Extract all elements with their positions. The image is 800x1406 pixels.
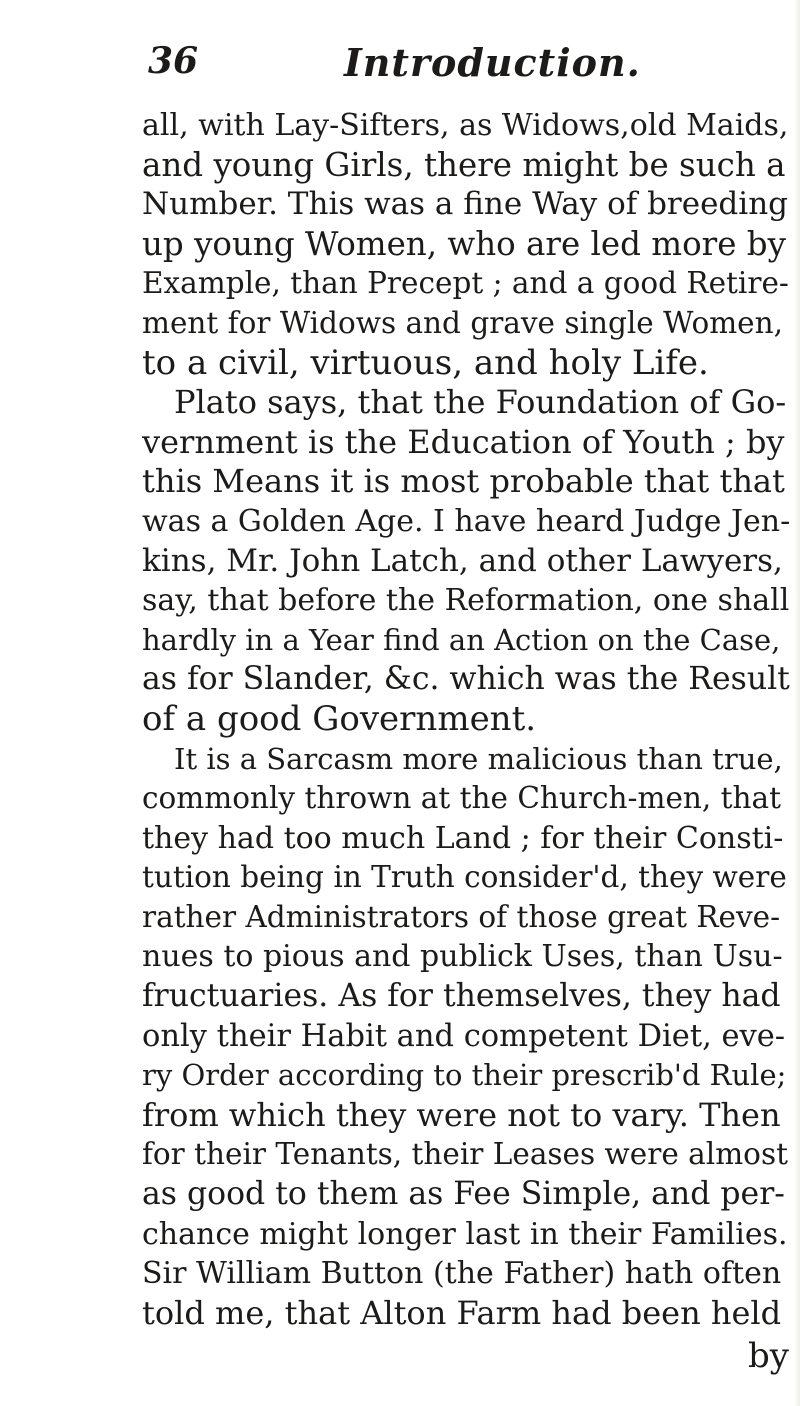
body-text: [142, 106, 790, 1333]
text-line: vernment is the Education of Youth ; by: [142, 422, 785, 461]
text-line: fructuaries. As for themselves, they had: [142, 978, 781, 1015]
page-number: 36: [148, 40, 199, 82]
text-line: of a good Government.: [142, 699, 537, 739]
text-line: up young Women, who are led more by: [142, 224, 786, 263]
text-line: and young Girls, there might be such a: [142, 145, 786, 184]
text-line: all, with Lay-Sifters, as Widows,old Maids,: [142, 108, 789, 143]
text-line: ment for Widows and grave single Women,: [142, 305, 784, 340]
text-line: was a Golden Age. I have heard Judge Jen-: [142, 503, 790, 539]
text-line: Number. This was a fine Way of breeding: [142, 186, 789, 223]
text-line: Example, than Precept ; and a good Retire-: [142, 266, 789, 301]
text-line: this Means it is most probable that that: [142, 462, 785, 501]
text-line: commonly thrown at the Church-men, that: [142, 781, 781, 816]
text-line: from which they were not to vary. Then: [142, 1095, 781, 1134]
text-line: only their Habit and competent Diet, eve-: [142, 1018, 786, 1054]
catchword: by: [748, 1336, 789, 1376]
text-line: for their Tenants, their Leases were almost: [142, 1137, 788, 1172]
text-line: kins, Mr. John Latch, and other Lawyers,: [142, 542, 783, 579]
text-line: rather Administrators of those great Reve-: [142, 899, 781, 934]
text-line: Sir William Button (the Father) hath often: [142, 1256, 782, 1292]
text-line: ry Order according to their prescrib'd Rule;: [142, 1058, 787, 1093]
text-line: as for Slander, &c. which was the Result: [142, 661, 790, 698]
page-edge: [794, 0, 800, 1406]
running-head: Introduction.: [344, 40, 641, 85]
text-line: to a civil, virtuous, and holy Life.: [142, 343, 709, 383]
text-line: they had too much Land ; for their Consti-: [142, 820, 784, 856]
paragraph-start-line: It is a Sarcasm more malicious than true,: [174, 741, 783, 776]
text-line: told me, that Alton Farm had been held: [142, 1293, 782, 1332]
text-line: as good to them as Fee Simple, and per-: [142, 1176, 785, 1213]
text-line: say, that before the Reformation, one shall: [142, 583, 790, 619]
page-header: [148, 40, 708, 110]
paragraph-start-line: Plato says, that the Foundation of Go-: [174, 383, 787, 422]
text-line: nues to pious and publick Uses, than Usu-: [142, 939, 783, 975]
text-line: chance might longer last in their Families.: [142, 1216, 788, 1252]
text-line: tution being in Truth consider'd, they were: [142, 860, 787, 895]
text-line: hardly in a Year find an Action on the Case,: [142, 622, 781, 657]
